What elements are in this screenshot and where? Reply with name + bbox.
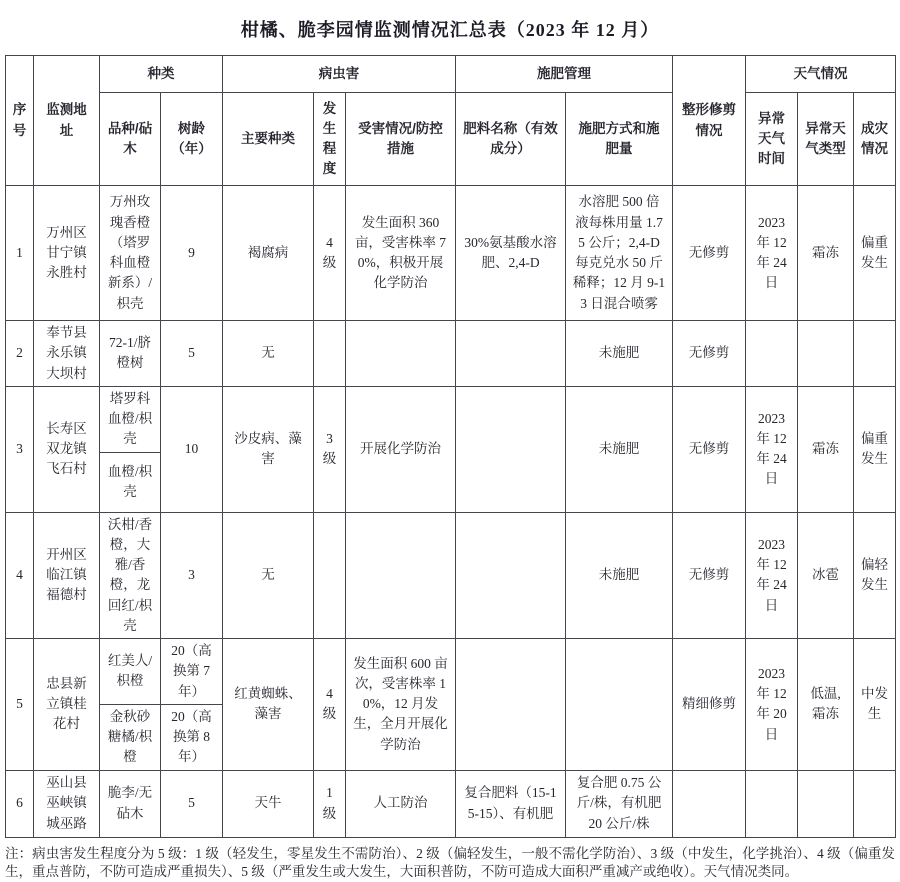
header-pest-group: 病虫害	[223, 56, 456, 93]
header-weather-type: 异常天气类型	[798, 93, 854, 186]
r4-pruning: 无修剪	[673, 512, 746, 639]
r2-weather-time	[746, 321, 798, 387]
r5-pruning: 精细修剪	[673, 639, 746, 771]
r5-age-b: 20（高换第 8 年）	[161, 704, 223, 770]
header-age: 树龄（年）	[161, 93, 223, 186]
r6-fert-method: 复合肥 0.75 公斤/株，有机肥 20 公斤/株	[566, 770, 673, 837]
r4-weather-type: 冰雹	[798, 512, 854, 639]
r5-disaster: 中发生	[854, 639, 896, 771]
r3-fert-method: 未施肥	[566, 386, 673, 512]
r2-address: 奉节县永乐镇大坝村	[34, 321, 100, 387]
header-row-groups	[6, 56, 896, 93]
r3-seq: 3	[6, 386, 34, 512]
header-pest-type: 主要种类	[223, 93, 314, 186]
r4-address: 开州区临江镇福德村	[34, 512, 100, 639]
header-seq: 序号	[6, 56, 34, 186]
r4-variety: 沃柑/香橙，大雅/香橙，龙回红/枳壳	[100, 512, 161, 639]
r2-fert-name	[456, 321, 566, 387]
r2-damage	[346, 321, 456, 387]
header-fertilization-group: 施肥管理	[456, 56, 673, 93]
r1-weather-time: 2023 年 12 年 24 日	[746, 186, 798, 321]
header-level: 发生程度	[314, 93, 346, 186]
r6-address: 巫山县巫峡镇城巫路	[34, 770, 100, 837]
r4-weather-time: 2023 年 12 年 24 日	[746, 512, 798, 639]
r2-variety: 72-1/脐橙树	[100, 321, 161, 387]
r2-pruning: 无修剪	[673, 321, 746, 387]
r2-weather-type	[798, 321, 854, 387]
r2-level	[314, 321, 346, 387]
r1-address: 万州区甘宁镇永胜村	[34, 186, 100, 321]
r6-fert-name: 复合肥料（15-15-15）、有机肥	[456, 770, 566, 837]
r1-age: 9	[161, 186, 223, 321]
r6-weather-time	[746, 770, 798, 837]
monitoring-table	[5, 55, 896, 838]
r6-age: 5	[161, 770, 223, 837]
r2-seq: 2	[6, 321, 34, 387]
r3-weather-time: 2023 年 12 年 24 日	[746, 386, 798, 512]
header-damage: 受害情况/防控措施	[346, 93, 456, 186]
r3-pest: 沙皮病、藻害	[223, 386, 314, 512]
r5-fert-name	[456, 639, 566, 771]
header-weather-group: 天气情况	[746, 56, 896, 93]
r5-pest: 红黄蜘蛛、藻害	[223, 639, 314, 771]
r4-fert-method: 未施肥	[566, 512, 673, 639]
r2-pest: 无	[223, 321, 314, 387]
r1-level: 4 级	[314, 186, 346, 321]
r1-disaster: 偏重发生	[854, 186, 896, 321]
r6-level: 1 级	[314, 770, 346, 837]
page-title: 柑橘、脆李园情监测情况汇总表（2023 年 12 月）	[240, 20, 660, 40]
r3-level: 3 级	[314, 386, 346, 512]
r1-fert-name: 30%氨基酸水溶肥、2,4-D	[456, 186, 566, 321]
r5-seq: 5	[6, 639, 34, 771]
r4-age: 3	[161, 512, 223, 639]
r6-seq: 6	[6, 770, 34, 837]
r3-weather-type: 霜冻	[798, 386, 854, 512]
r3-pruning: 无修剪	[673, 386, 746, 512]
r6-damage: 人工防治	[346, 770, 456, 837]
r4-level	[314, 512, 346, 639]
r1-variety: 万州玫瑰香橙（塔罗科血橙新系）/枳壳	[100, 186, 161, 321]
r5-level: 4 级	[314, 639, 346, 771]
table-row-1	[6, 186, 896, 321]
r6-variety: 脆李/无砧木	[100, 770, 161, 837]
r5-fert-method	[566, 639, 673, 771]
header-fert-method: 施肥方式和施肥量	[566, 93, 673, 186]
r1-damage: 发生面积 360 亩，受害株率 70%，积极开展化学防治	[346, 186, 456, 321]
table-row-6	[6, 770, 896, 837]
r3-fert-name	[456, 386, 566, 512]
r6-pruning	[673, 770, 746, 837]
r4-fert-name	[456, 512, 566, 639]
r3-variety-b: 血橙/枳壳	[100, 452, 161, 512]
header-fert-name: 肥料名称（有效成分）	[456, 93, 566, 186]
r6-disaster	[854, 770, 896, 837]
r5-address: 忠县新立镇桂花村	[34, 639, 100, 771]
r4-seq: 4	[6, 512, 34, 639]
table-row-2	[6, 321, 896, 387]
header-weather-time: 异常天气时间	[746, 93, 798, 186]
r5-weather-type: 低温,霜冻	[798, 639, 854, 771]
r3-disaster: 偏重发生	[854, 386, 896, 512]
r5-variety-b: 金秋砂糖橘/枳橙	[100, 704, 161, 770]
header-pruning: 整形修剪情况	[673, 56, 746, 186]
r5-weather-time: 2023 年 12 年 20 日	[746, 639, 798, 771]
r5-age-a: 20（高换第 7 年）	[161, 639, 223, 705]
r5-variety-a: 红美人/枳橙	[100, 639, 161, 705]
header-row-sub	[6, 93, 896, 186]
table-row-3a	[6, 386, 896, 452]
r3-variety-a: 塔罗科血橙/枳壳	[100, 386, 161, 452]
table-row-4	[6, 512, 896, 639]
r4-pest: 无	[223, 512, 314, 639]
r4-disaster: 偏轻发生	[854, 512, 896, 639]
header-category-group: 种类	[100, 56, 223, 93]
r2-disaster	[854, 321, 896, 387]
r3-address: 长寿区双龙镇飞石村	[34, 386, 100, 512]
r1-pest: 褐腐病	[223, 186, 314, 321]
r1-pruning: 无修剪	[673, 186, 746, 321]
r4-damage	[346, 512, 456, 639]
r1-weather-type: 霜冻	[798, 186, 854, 321]
table-row-5a	[6, 639, 896, 705]
header-disaster: 成灾情况	[854, 93, 896, 186]
r6-pest: 天牛	[223, 770, 314, 837]
r6-weather-type	[798, 770, 854, 837]
header-address: 监测地址	[34, 56, 100, 186]
r1-fert-method: 水溶肥 500 倍液每株用量 1.75 公斤；2,4-D 每克兑水 50 斤稀释；12 月 9-13 日混合喷雾	[566, 186, 673, 321]
r2-fert-method: 未施肥	[566, 321, 673, 387]
r2-age: 5	[161, 321, 223, 387]
r3-damage: 开展化学防治	[346, 386, 456, 512]
header-variety: 品种/砧木	[100, 93, 161, 186]
r1-seq: 1	[6, 186, 34, 321]
r5-damage: 发生面积 600 亩次，受害株率 10%，12 月发生，全月开展化学防治	[346, 639, 456, 771]
footnote: 注：病虫害发生程度分为 5 级：1 级（轻发生，零星发生不需防治）、2 级（偏轻发生，一般不需化学防治）、3 级（中发生，化学挑治）、4 级（偏重发生，重点普防，不防可造成严重损失）、5 级（严重发生或大发生，大面积普防，不防可造成大面积严重减产或绝收）。天气情况类同。	[5, 845, 895, 880]
r3-age: 10	[161, 386, 223, 512]
